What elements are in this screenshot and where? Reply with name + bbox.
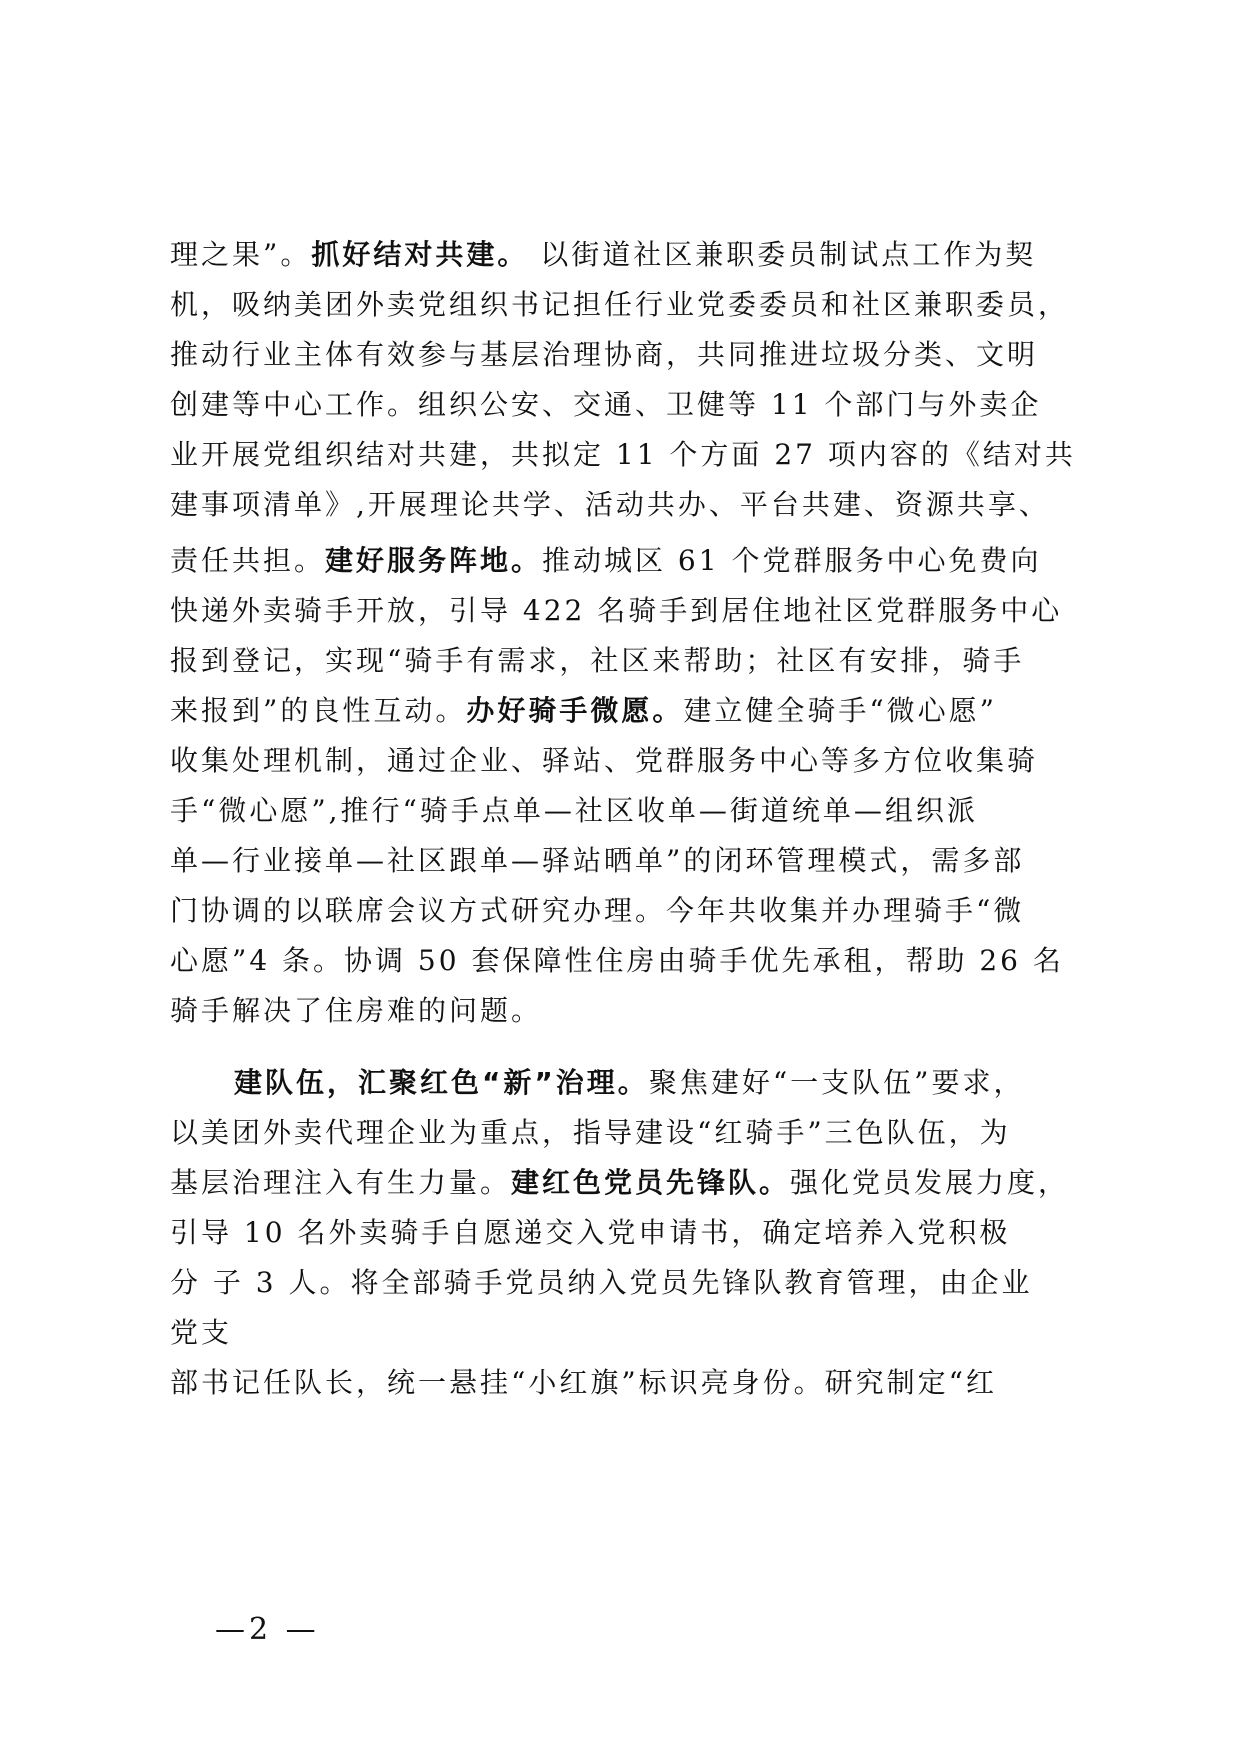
page-number: —2 —	[215, 1612, 320, 1647]
text-line-4: 创建等中心工作。组织公安、交通、卫健等 11 个部门与外卖企	[170, 388, 1042, 421]
text-line-23: 部书记任队长，统一悬挂“小红旗”标识亮身份。研究制定“红	[170, 1366, 997, 1399]
text-line-1: 理之果”。抓好结对共建。 以街道社区兼职委员制试点工作为契	[170, 238, 1037, 271]
text-line-22: 党支	[170, 1316, 233, 1349]
bold-heading: 抓好结对共建。	[311, 238, 529, 271]
text-line-17: 建队伍，汇聚红色“新”治理。聚焦建好“一支队伍”要求，	[234, 1066, 1025, 1099]
bold-heading: 建好服务阵地。	[325, 544, 543, 577]
bold-heading: 建红色党员先锋队。	[511, 1166, 791, 1199]
text-line-3: 推动行业主体有效参与基层治理协商，共同推进垃圾分类、文明	[170, 338, 1039, 371]
text-line-10: 来报到”的良性互动。办好骑手微愿。建立健全骑手“微心愿”	[170, 694, 997, 727]
text-line-21: 分 子 3 人。将全部骑手党员纳入党员先锋队教育管理，由企业	[170, 1266, 1033, 1299]
document-body	[170, 230, 1110, 1408]
text-line-8: 快递外卖骑手开放，引导 422 名骑手到居住地社区党群服务中心	[170, 594, 1063, 627]
text-line-6: 建事项清单》,开展理论共学、活动共办、平台共建、资源共享、	[170, 488, 1050, 521]
text-line-19: 基层治理注入有生力量。建红色党员先锋队。强化党员发展力度，	[170, 1166, 1070, 1199]
text-line-11: 收集处理机制，通过企业、驿站、党群服务中心等多方位收集骑	[170, 744, 1039, 777]
text-line-9: 报到登记，实现“骑手有需求，社区来帮助；社区有安排，骑手	[170, 644, 1025, 677]
text-line-16: 骑手解决了住房难的问题。	[170, 994, 543, 1027]
text-line-18: 以美团外卖代理企业为重点，指导建设“红骑手”三色队伍，为	[170, 1116, 1011, 1149]
bold-heading: 建队伍，汇聚红色“新”治理。	[234, 1066, 649, 1099]
text-line-15: 心愿”4 条。协调 50 套保障性住房由骑手优先承租，帮助 26 名	[170, 944, 1064, 977]
text-line-7: 责任共担。建好服务阵地。推动城区 61 个党群服务中心免费向	[170, 544, 1042, 577]
bold-heading: 办好骑手微愿。	[466, 694, 684, 727]
text-line-14: 门协调的以联席会议方式研究办理。今年共收集并办理骑手“微	[170, 894, 1025, 927]
text-line-12: 手“微心愿”,推行“骑手点单—社区收单—街道统单—组织派	[170, 794, 978, 827]
text-line-2: 机，吸纳美团外卖党组织书记担任行业党委委员和社区兼职委员，	[170, 288, 1070, 321]
text-line-5: 业开展党组织结对共建，共拟定 11 个方面 27 项内容的《结对共	[170, 438, 1076, 471]
text-line-13: 单—行业接单—社区跟单—驿站晒单”的闭环管理模式，需多部	[170, 844, 1025, 877]
text-line-20: 引导 10 名外卖骑手自愿递交入党申请书，确定培养入党积极	[170, 1216, 1011, 1249]
